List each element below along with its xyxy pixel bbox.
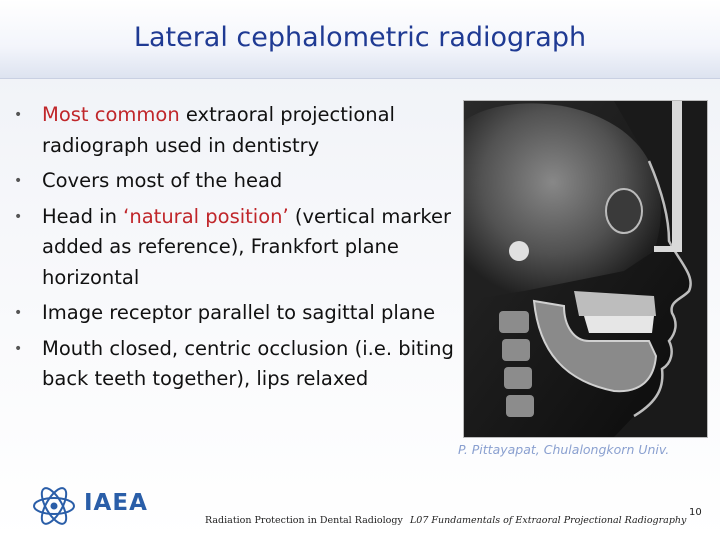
iaea-logo: [30, 484, 160, 528]
slide-title: Lateral cephalometric radiograph: [133, 22, 587, 53]
logo-text: IAEA: [84, 490, 148, 516]
bullet-dot-icon: •: [14, 107, 23, 123]
footer-lecture-title: L07 Fundamentals of Extraoral Projectional Radiography: [410, 515, 687, 526]
bullet-highlight: ‘natural position’: [123, 204, 289, 228]
bullet-item: [14, 202, 454, 294]
image-credit: P. Pittayapat, Chulalongkorn Univ.: [458, 442, 670, 457]
bullet-text: extraoral projectional radiograph used in dentistry: [42, 103, 395, 157]
bullet-text: Image receptor parallel to sagittal plane: [42, 301, 436, 324]
bullet-dot-icon: •: [14, 305, 23, 321]
bullet-item: [14, 166, 454, 197]
bullet-dot-icon: •: [14, 208, 23, 225]
bullet-item: [14, 100, 454, 161]
page-number: 10: [689, 507, 702, 518]
cephalometric-xray-image: [463, 100, 708, 438]
footer-course-title: Radiation Protection in Dental Radiology: [205, 515, 403, 526]
bullet-list: [14, 100, 454, 400]
bullet-item: [14, 298, 454, 329]
bullet-text: Mouth closed, centric occlusion (i.e. biting back teeth together), lips relaxed: [42, 336, 454, 390]
bullet-item: [14, 334, 454, 395]
bullet-text: Head in: [42, 204, 124, 228]
bullet-dot-icon: •: [14, 173, 23, 189]
bullet-text: Covers most of the head: [42, 169, 283, 192]
bullet-text: (vertical marker added as reference), Frankfort plane horizontal: [42, 204, 451, 289]
xray-drawing: [464, 101, 707, 437]
bullet-dot-icon: •: [14, 340, 23, 357]
bullet-highlight: Most common: [42, 103, 180, 126]
title-bar: [0, 0, 720, 79]
iaea-atom-logo-icon: [30, 484, 78, 528]
